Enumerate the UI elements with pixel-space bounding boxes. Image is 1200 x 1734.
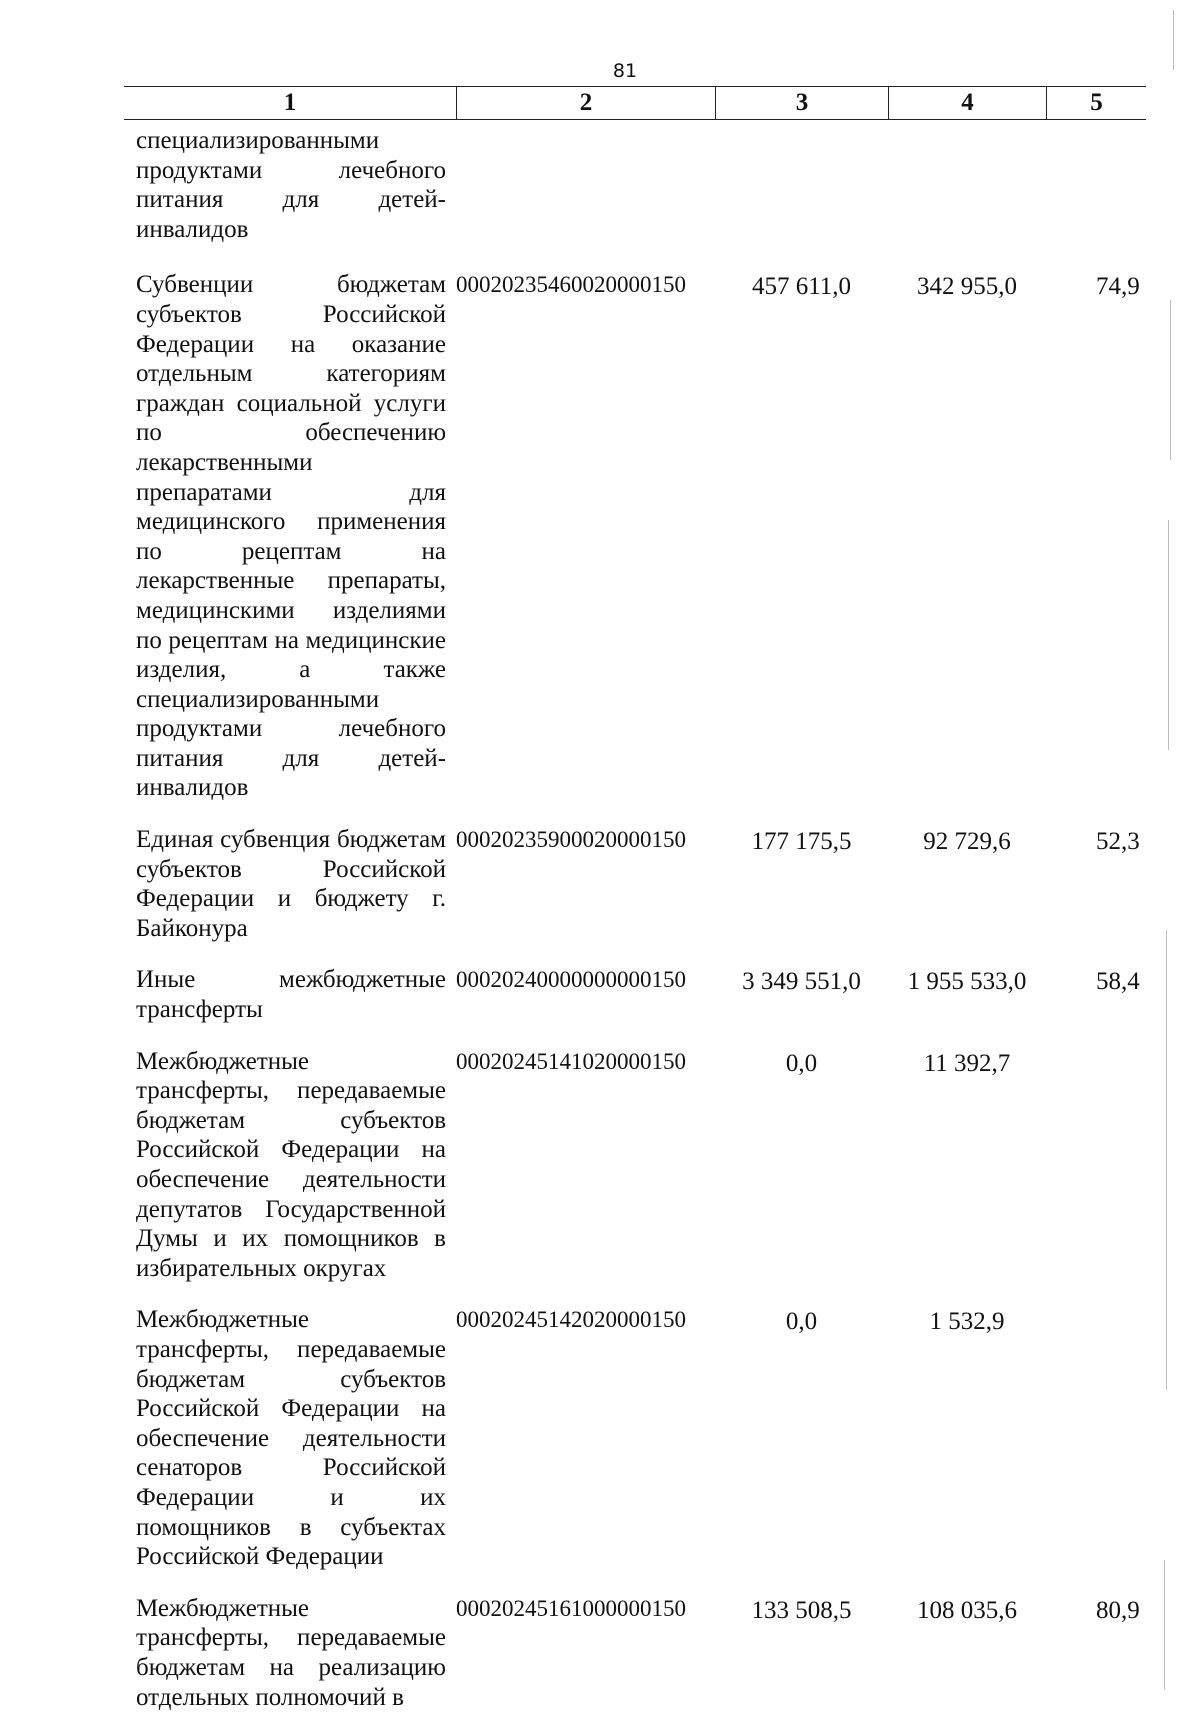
row-code: 00020245161000000150 [456, 1595, 686, 1621]
row-value-5 [1046, 126, 1146, 128]
table-header [124, 86, 1146, 120]
row-value-3: 0,0 [785, 1049, 818, 1077]
row-value-5: 74,9 [1096, 273, 1140, 301]
column-header-4: 4 [888, 87, 1046, 119]
row-value-4: 1 532,9 [929, 1308, 1005, 1336]
table-body [124, 126, 1146, 1734]
scan-edge-mark [1164, 1560, 1165, 1690]
row-value-4: 11 392,7 [923, 1049, 1011, 1077]
row-value-4: 342 955,0 [917, 273, 1017, 301]
row-value-5: 52,3 [1096, 828, 1140, 856]
row-description: Межбюджетные трансферты, передаваемые бюджетам на реализацию отдельных полномочий в [136, 1594, 446, 1711]
table-row [124, 1047, 1146, 1284]
row-code: 00020235900020000150 [456, 827, 686, 853]
row-description: Единая субвенция бюджетам субъектов Российской Федерации и бюджету г. Байконура [136, 826, 446, 942]
row-value-5: 58,4 [1096, 968, 1140, 996]
scan-edge-mark [1170, 300, 1171, 460]
row-code: 00020245142020000150 [456, 1307, 686, 1333]
table-row [124, 825, 1146, 943]
row-description: Иные межбюджетные трансферты [136, 966, 446, 1024]
row-description: Субвенции бюджетам субъектов Российской Федерации на оказание отдельным категориям граждан социальной услуги по обеспечению лекарственными препаратами для медицинского применения по рецептам на лекарственные препараты, медицинскими изделиями по рецептам на медицинские изделия, а также специализированными продуктами лечебного питания для детей-инвалидов [136, 271, 446, 802]
row-description: Межбюджетные трансферты, передаваемые бюджетам субъектов Российской Федерации на обеспечение деятельности сенаторов Российской Федерации и их помощников в субъектах Российской Федерации [136, 1306, 446, 1571]
table-row [124, 1305, 1146, 1571]
row-value-3: 457 611,0 [751, 273, 852, 301]
page-number: 81 [612, 60, 638, 82]
column-header-3: 3 [715, 87, 888, 119]
scan-edge-mark [1173, 10, 1174, 70]
table-row [124, 270, 1146, 803]
row-code: 00020245141020000150 [456, 1048, 686, 1074]
column-header-2: 2 [456, 87, 715, 119]
row-value-3: 133 508,5 [751, 1596, 852, 1624]
row-value-5: 80,9 [1096, 1596, 1140, 1624]
table-row [124, 965, 1146, 1024]
row-value-3 [715, 126, 888, 128]
row-value-4 [888, 126, 1046, 128]
row-description: специализированными продуктами лечебного питания для детей-инвалидов [136, 127, 446, 243]
row-value-4: 92 729,6 [923, 828, 1011, 856]
table-row [124, 126, 1146, 244]
row-description: Межбюджетные трансферты, передаваемые бюджетам субъектов Российской Федерации на обеспечение деятельности депутатов Государственной Думы и их помощников в избирательных округах [136, 1047, 446, 1282]
row-value-5 [1046, 1305, 1146, 1307]
row-value-3: 3 349 551,0 [742, 968, 861, 996]
row-value-4: 108 035,6 [917, 1596, 1017, 1624]
column-header-1: 1 [283, 89, 297, 116]
row-code: 00020235460020000150 [456, 272, 686, 298]
row-value-3: 177 175,5 [751, 828, 852, 856]
row-value-4: 1 955 533,0 [907, 968, 1027, 996]
column-header-5: 5 [1046, 87, 1146, 119]
scan-edge-mark [1166, 930, 1167, 1390]
row-value-5 [1046, 1047, 1146, 1049]
table-row [124, 1594, 1146, 1712]
row-value-3: 0,0 [785, 1308, 818, 1336]
scan-edge-mark [1168, 520, 1169, 750]
row-code: 00020240000000000150 [456, 967, 686, 993]
